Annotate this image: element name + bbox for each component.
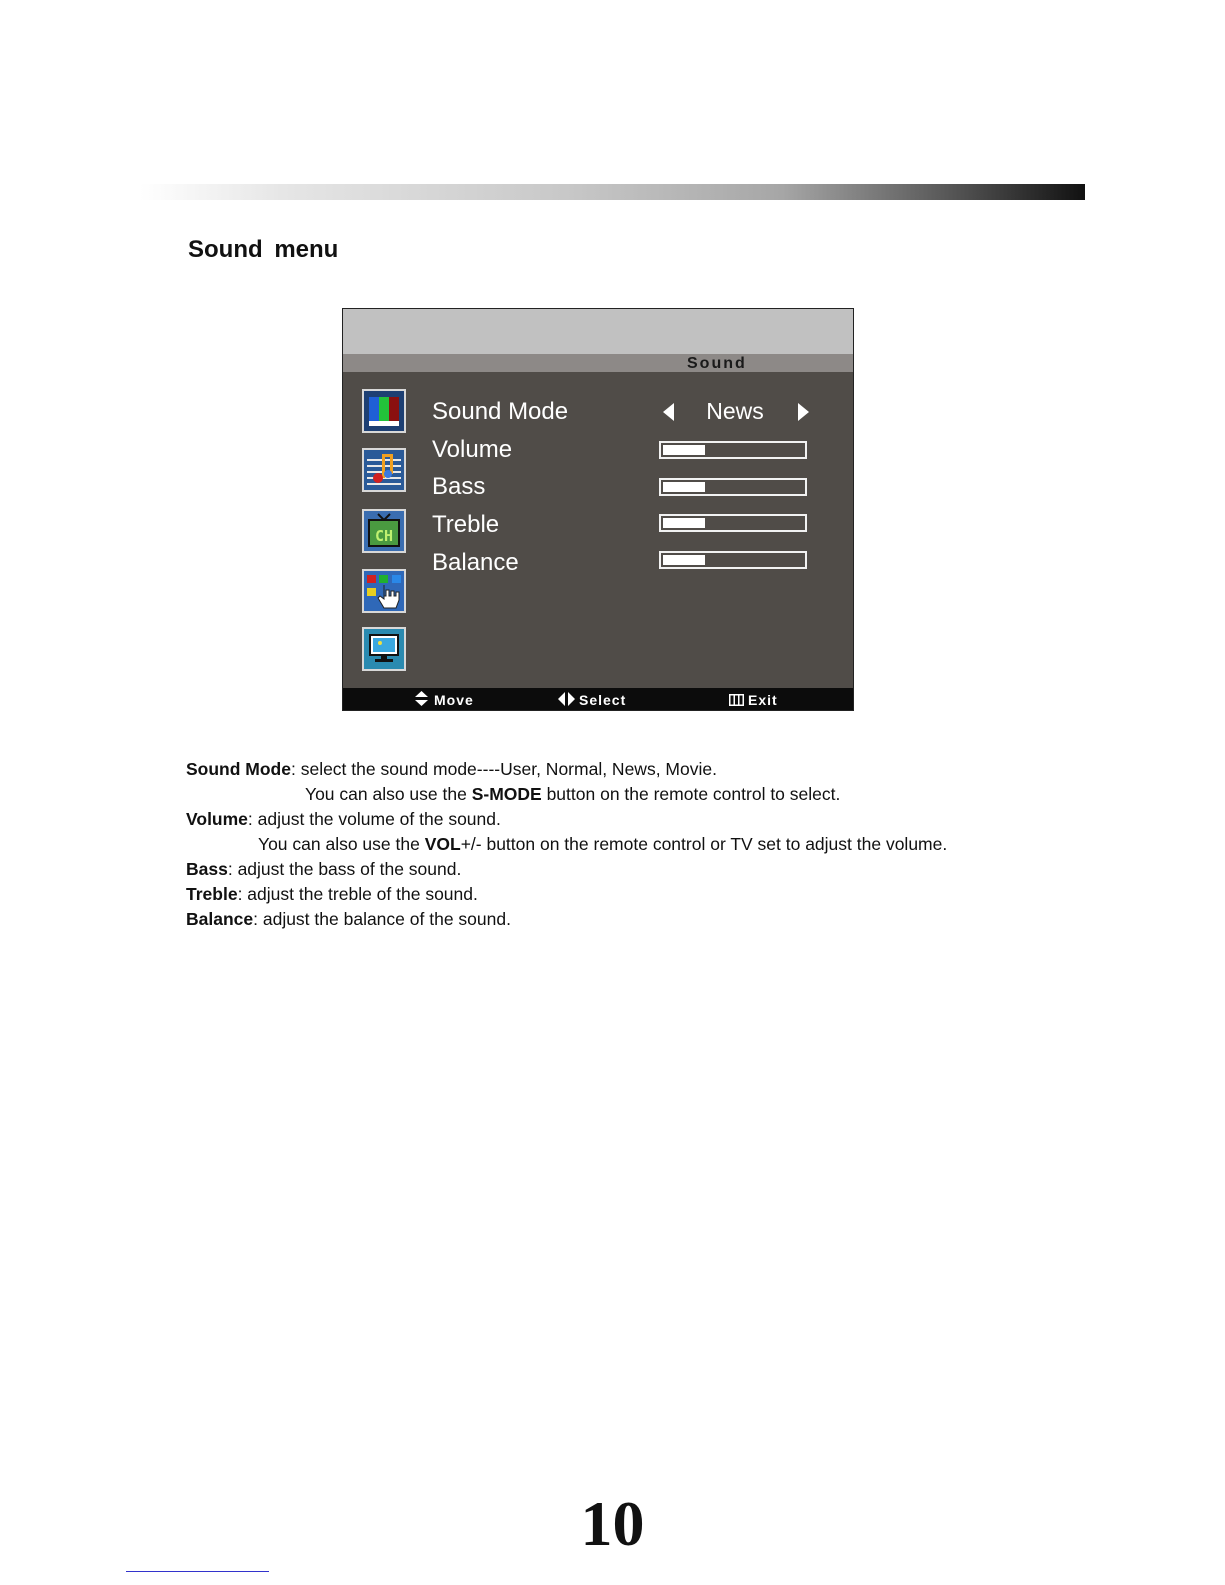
footer-move-label: Move bbox=[434, 692, 474, 708]
header-gradient-bar bbox=[140, 184, 1085, 200]
key-s-mode: S-MODE bbox=[471, 784, 542, 804]
note-sound-mode-pre: You can also use the bbox=[305, 784, 472, 804]
desc-treble bbox=[186, 882, 478, 907]
footer-select bbox=[558, 688, 626, 710]
desc-bass bbox=[186, 857, 461, 882]
desc-volume-text: : adjust the volume of the sound. bbox=[247, 809, 501, 829]
note-volume-post: +/- button on the remote control or TV set to adjust the volume. bbox=[460, 834, 948, 854]
channel-icon[interactable] bbox=[362, 509, 406, 553]
footer-link-underline bbox=[126, 1571, 269, 1572]
osd-footer bbox=[343, 688, 853, 710]
note-sound-mode bbox=[305, 782, 840, 807]
desc-treble-text: : adjust the treble of the sound. bbox=[237, 884, 478, 904]
desc-sound-mode-text: : select the sound mode----User, Normal, News, Movie. bbox=[290, 759, 717, 779]
term-treble: Treble bbox=[186, 884, 238, 904]
term-bass: Bass bbox=[186, 859, 228, 879]
desc-balance bbox=[186, 907, 511, 932]
footer-move bbox=[415, 688, 474, 710]
desc-balance-text: : adjust the balance of the sound. bbox=[253, 909, 511, 929]
function-icon[interactable] bbox=[362, 569, 406, 613]
volume-slider[interactable] bbox=[659, 441, 807, 459]
menu-icon bbox=[729, 689, 744, 713]
treble-label: Treble bbox=[432, 511, 500, 538]
key-vol: VOL bbox=[424, 834, 461, 854]
footer-select-label: Select bbox=[579, 692, 627, 708]
arrow-left-icon[interactable] bbox=[663, 403, 674, 421]
balance-label: Balance bbox=[432, 549, 519, 576]
note-volume-pre: You can also use the bbox=[258, 834, 425, 854]
picture-icon[interactable] bbox=[362, 389, 406, 433]
bass-label: Bass bbox=[432, 473, 486, 500]
bass-slider[interactable] bbox=[659, 478, 807, 496]
pc-icon[interactable] bbox=[362, 627, 406, 671]
balance-slider[interactable] bbox=[659, 551, 807, 569]
sound-mode-label: Sound Mode bbox=[432, 398, 569, 425]
osd-title: Sound bbox=[687, 355, 747, 372]
footer-exit-label: Exit bbox=[748, 692, 778, 708]
term-balance: Balance bbox=[186, 909, 254, 929]
desc-bass-text: : adjust the bass of the sound. bbox=[227, 859, 462, 879]
page-number: 10 bbox=[580, 1488, 645, 1559]
balance-slider-fill bbox=[663, 555, 705, 565]
desc-sound-mode bbox=[186, 757, 717, 782]
sound-menu-osd bbox=[342, 308, 854, 711]
sound-icon[interactable] bbox=[362, 448, 406, 492]
term-volume: Volume bbox=[186, 809, 248, 829]
term-sound-mode: Sound Mode bbox=[186, 759, 291, 779]
treble-slider-fill bbox=[663, 518, 705, 528]
osd-title-band bbox=[343, 354, 853, 372]
arrow-right-icon[interactable] bbox=[798, 403, 809, 421]
footer-exit bbox=[729, 688, 778, 710]
left-right-arrow-icon bbox=[558, 689, 575, 713]
note-sound-mode-post: button on the remote control to select. bbox=[541, 784, 841, 804]
volume-slider-fill bbox=[663, 445, 705, 455]
svg-text:CH: CH bbox=[374, 527, 394, 545]
sound-mode-value[interactable]: News bbox=[706, 398, 764, 424]
section-title: Sound menu bbox=[188, 236, 339, 263]
note-volume bbox=[258, 832, 947, 857]
up-down-arrow-icon bbox=[415, 689, 428, 713]
desc-volume bbox=[186, 807, 501, 832]
volume-label: Volume bbox=[432, 436, 513, 463]
osd-header bbox=[343, 309, 853, 354]
treble-slider[interactable] bbox=[659, 514, 807, 532]
bass-slider-fill bbox=[663, 482, 705, 492]
